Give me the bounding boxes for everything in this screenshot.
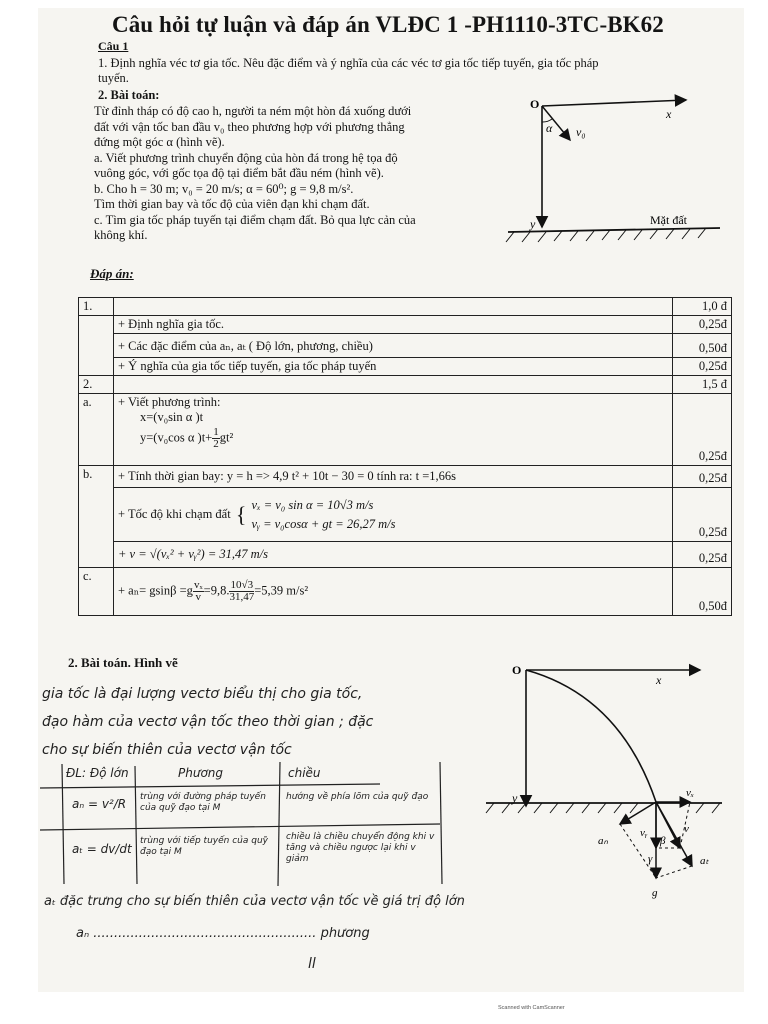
question-2-title: 2. Bài toán: bbox=[98, 88, 160, 102]
question-1-line-1: 1. Định nghĩa véc tơ gia tốc. Nêu đặc điểm và ý nghĩa của các véc tơ gia tốc tiếp tuyến, gia tốc pháp bbox=[98, 56, 599, 70]
row-content: + v = √(vₓ² + vᵧ²) = 31,47 m/s bbox=[114, 542, 673, 568]
speed-label: + Tốc độ khi chạm đất bbox=[118, 507, 231, 521]
velocity-components bbox=[252, 496, 396, 534]
row-points: 0,25đ bbox=[673, 358, 732, 376]
problem-line: c. Tìm gia tốc pháp tuyến tại điểm chạm đất. Bỏ qua lực cản của bbox=[94, 212, 416, 227]
normal-acc-result: =5,39 m/s² bbox=[254, 583, 309, 598]
row-points: 1,0 đ bbox=[673, 298, 732, 316]
row-points: 0,25đ bbox=[673, 542, 732, 568]
row-number: b. bbox=[79, 466, 114, 488]
row-content: + Các đặc điểm của aₙ, aₜ ( Độ lớn, phương, chiều) bbox=[114, 334, 673, 358]
x-axis bbox=[542, 100, 686, 106]
normal-acc-left: + aₙ= gsinβ =g bbox=[118, 583, 193, 598]
row-number bbox=[79, 334, 114, 358]
problem-line: a. Viết phương trình chuyển động của hòn đá trong hệ tọa độ bbox=[94, 150, 398, 165]
fraction-values bbox=[229, 580, 254, 603]
handwritten-an-formula: aₙ = v²/R bbox=[72, 797, 127, 811]
row-points: 0,25đ bbox=[673, 466, 732, 488]
fraction-numerator: 1 bbox=[213, 426, 219, 438]
handwritten-at-formula: aₜ = dv/dt bbox=[72, 842, 132, 856]
x-label: x bbox=[656, 673, 662, 687]
trajectory-curve bbox=[526, 670, 656, 802]
handwritten-header-sense: chiều bbox=[288, 766, 321, 780]
row-content: + Ý nghĩa của gia tốc tiếp tuyến, gia tốc pháp tuyến bbox=[114, 358, 673, 376]
question-label: Câu 1 bbox=[98, 39, 129, 53]
row-number: 2. bbox=[79, 376, 114, 394]
v-label: v bbox=[684, 823, 689, 835]
vx-equation: vₓ = v₀ sin α = 10√3 m/s bbox=[251, 497, 374, 512]
row-number: 1. bbox=[79, 298, 114, 316]
fraction-denominator: 31,47 bbox=[229, 591, 255, 603]
handwritten-at-direction: trùng với tiếp tuyến của quỹ đạo tại M bbox=[140, 836, 268, 857]
handwritten-line: cho sự biến thiên của vectơ vận tốc bbox=[42, 742, 292, 758]
row-number bbox=[79, 488, 114, 542]
equation-x: x=(v₀sin α )t bbox=[140, 410, 204, 424]
row-points: 0,50đ bbox=[673, 568, 732, 616]
figure-projectile-setup bbox=[500, 92, 730, 252]
problem-line: vuông góc, với gốc tọa độ tại điểm bắt đầu ném (hình vẽ). bbox=[94, 166, 384, 180]
row-number bbox=[79, 316, 114, 334]
equation-y bbox=[118, 427, 668, 450]
problem-line: Tìm thời gian bay và tốc độ của viên đạn khi chạm đất. bbox=[94, 197, 370, 211]
table-row bbox=[79, 488, 732, 542]
table-row bbox=[79, 542, 732, 568]
handwritten-header-direction: Phương bbox=[178, 766, 224, 780]
problem-line: không khí. bbox=[94, 228, 148, 242]
row-number: a. bbox=[79, 394, 114, 466]
x-label: x bbox=[666, 107, 672, 121]
normal-acc-mid: =9,8. bbox=[203, 583, 230, 598]
fraction-denominator: 2 bbox=[213, 438, 219, 450]
row-points: 0,50đ bbox=[673, 334, 732, 358]
handwritten-at-sense: chiều là chiều chuyển động khi v tăng và chiều ngược lại khi v giảm bbox=[286, 832, 435, 864]
answer-table bbox=[78, 297, 732, 616]
handwritten-header-magnitude: ĐL: Độ lớn bbox=[66, 766, 129, 780]
row-points: 0,25đ bbox=[673, 488, 732, 542]
vx-label: vₓ bbox=[686, 787, 695, 799]
handwritten-an-direction: trùng với đường pháp tuyến của quỹ đạo tại M bbox=[140, 792, 266, 813]
equation-y-right: gt² bbox=[219, 430, 234, 445]
beta-label: β bbox=[660, 835, 666, 847]
table-row bbox=[79, 316, 732, 334]
table-row bbox=[79, 298, 732, 316]
row-content bbox=[114, 488, 673, 542]
page-title: Câu hỏi tự luận và đáp án VLĐC 1 -PH1110-3TC-BK62 bbox=[112, 12, 664, 37]
row-content: + Tính thời gian bay: y = h => 4,9 t² + 10t − 30 = 0 tính ra: t =1,66s bbox=[114, 466, 673, 488]
table-row bbox=[79, 334, 732, 358]
row-content bbox=[114, 568, 673, 616]
row-number: c. bbox=[79, 568, 114, 616]
table-row bbox=[79, 394, 732, 466]
table-row bbox=[79, 466, 732, 488]
handwritten-line: đạo hàm của vectơ vận tốc theo thời gian ; đặc bbox=[42, 714, 374, 730]
fraction-numerator: vₓ bbox=[193, 579, 203, 591]
row-points: 0,25đ bbox=[673, 394, 732, 466]
row-points: 1,5 đ bbox=[673, 376, 732, 394]
handwritten-line: gia tốc là đại lượng vectơ biểu thị cho gia tốc, bbox=[42, 686, 363, 702]
g-label: g bbox=[652, 887, 658, 899]
row-number bbox=[79, 358, 114, 376]
answer-heading: Đáp án: bbox=[90, 266, 134, 281]
table-row bbox=[79, 568, 732, 616]
ground-hatching bbox=[486, 803, 720, 813]
scanner-watermark: Scanned with CamScanner bbox=[498, 1005, 565, 1011]
at-label: aₜ bbox=[700, 855, 709, 867]
brace: { bbox=[235, 501, 247, 527]
problem-line: b. Cho h = 30 m; v₀ = 20 m/s; α = 60⁰; g = 9,8 m/s². bbox=[94, 181, 354, 196]
question-1-line-2: tuyến. bbox=[98, 71, 129, 85]
alpha-label: α bbox=[546, 121, 553, 135]
gamma-label: γ bbox=[648, 853, 653, 865]
equation-heading: + Viết phương trình: bbox=[118, 395, 221, 409]
equation-y-left: y=(v₀cos α )t+ bbox=[140, 430, 213, 445]
figure-trajectory bbox=[480, 656, 730, 906]
y-label: y bbox=[530, 217, 536, 231]
fraction-vx-v bbox=[193, 580, 204, 603]
problem-line: đất với vận tốc ban đầu v₀ theo phương hợp với phương thẳng bbox=[94, 119, 405, 134]
handwritten-line: aₜ đặc trưng cho sự biến thiên của vectơ vận tốc về giá trị độ lớn bbox=[44, 894, 465, 909]
vy-label: vᵧ bbox=[640, 827, 648, 839]
ground-label: Mặt đất bbox=[650, 213, 687, 227]
y-label: y bbox=[512, 791, 518, 805]
v0-label: v₀ bbox=[576, 125, 586, 139]
handwritten-mark: ll bbox=[308, 956, 316, 972]
origin-label: O bbox=[512, 663, 522, 677]
problem-line: Từ đỉnh tháp có độ cao h, người ta ném một hòn đá xuống dưới bbox=[94, 104, 412, 118]
problem-line: đứng một góc α (hình vẽ). bbox=[94, 135, 225, 149]
fraction-half bbox=[212, 427, 220, 450]
table-row bbox=[79, 358, 732, 376]
row-content: + Định nghĩa gia tốc. bbox=[114, 316, 673, 334]
fraction-denominator: v bbox=[195, 591, 202, 603]
row-content bbox=[114, 376, 673, 394]
row-number bbox=[79, 542, 114, 568]
origin-label: O bbox=[530, 97, 540, 111]
section-2-title: 2. Bài toán. Hình vẽ bbox=[68, 655, 178, 670]
handwritten-line: aₙ ...................................................... phương bbox=[76, 926, 370, 941]
problem-text bbox=[94, 104, 416, 244]
an-label: aₙ bbox=[598, 835, 608, 847]
table-row bbox=[79, 376, 732, 394]
row-content bbox=[114, 394, 673, 466]
row-content bbox=[114, 298, 673, 316]
handwritten-an-sense: hướng về phía lõm của quỹ đạo bbox=[286, 792, 429, 802]
an-vector bbox=[620, 802, 656, 824]
row-points: 0,25đ bbox=[673, 316, 732, 334]
vy-equation: vᵧ = v₀cosα + gt = 26,27 m/s bbox=[251, 516, 396, 531]
fraction-numerator: 10√3 bbox=[230, 579, 254, 591]
